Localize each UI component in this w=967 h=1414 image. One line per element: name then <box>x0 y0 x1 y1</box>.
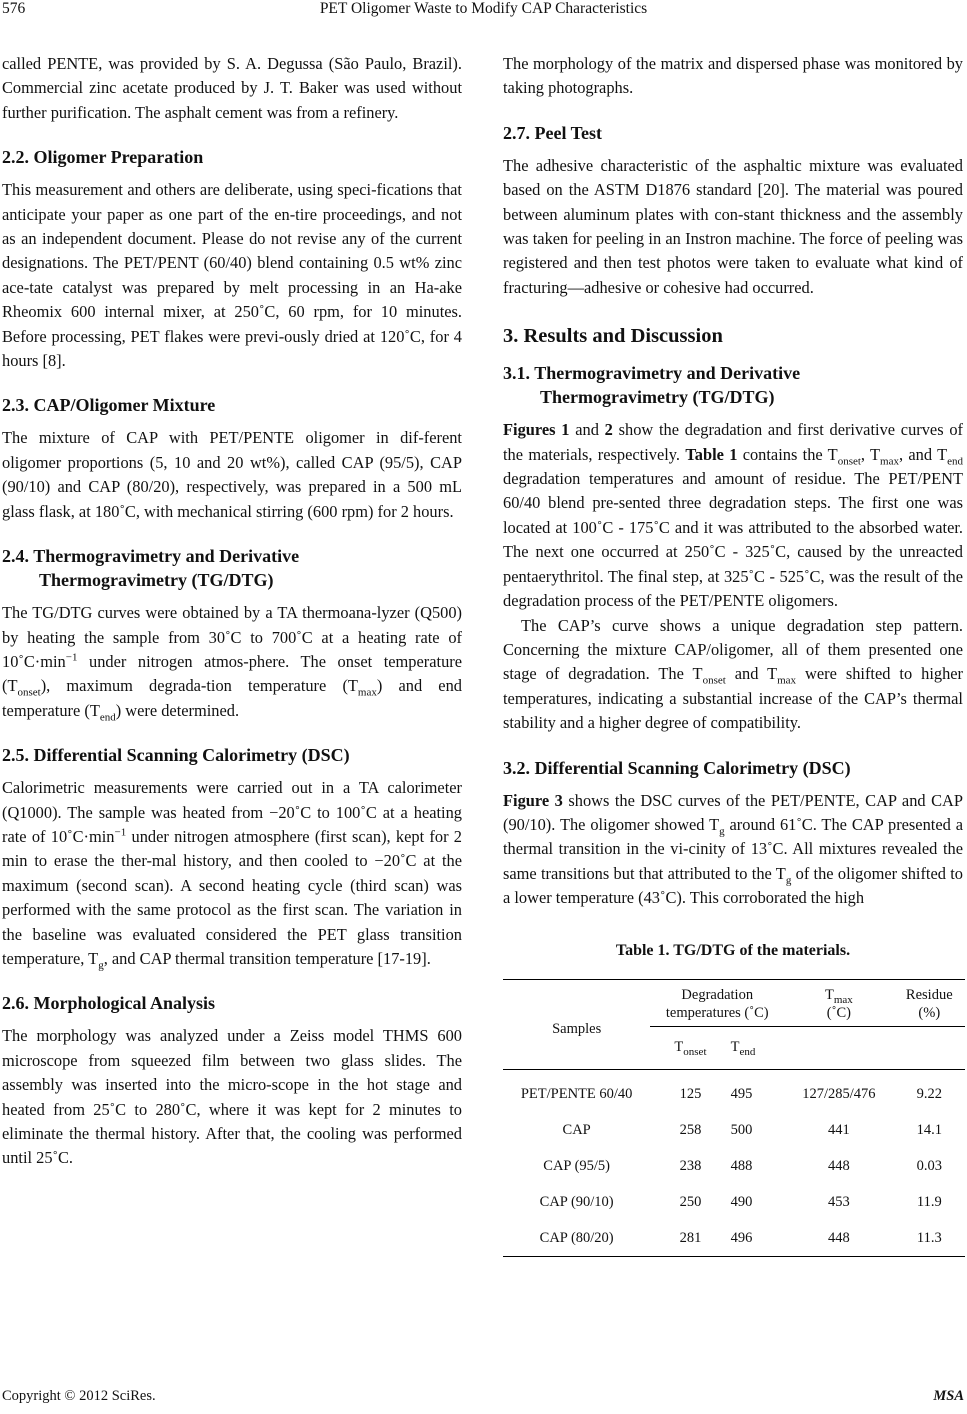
section-heading: 2.2. Oligomer Preparation <box>2 147 204 168</box>
column-header: $T_{onset}$ <box>674 1038 707 1058</box>
right-column <box>503 52 963 1257</box>
table-cell-tend: 496 <box>730 1230 753 1247</box>
paragraph: called PENTE, was provided by S. A. Degussa (São Paulo, Brazil). Commercial zinc acetate produced by J. T. Baker was used without further purification. The asphalt cement was from a refinery. <box>2 54 462 122</box>
table-cell-residue: 0.03 <box>916 1158 942 1175</box>
column-header: $T_{end}$ <box>730 1038 756 1058</box>
section-heading: 2.5. Differential Scanning Calorimetry (DSC) <box>2 745 350 766</box>
paragraph: The mixture of CAP with PET/PENTE oligomer in dif-ferent oligomer proportions (5, 10 and 20 wt%), called CAP (95/5), CAP (90/10) and CAP (80/20), respectively, was prepared in a 500 mL glass flask, at 180˚C, with mechanical stirring (600 rpm) for 2 hours. <box>2 428 462 521</box>
paragraph: Figure 3 shows the DSC curves of the PET/PENTE, CAP and CAP (90/10). The oligomer showed $T_g$ around 61˚C. The CAP presented a thermal transition in the vi-cinity of 13˚C. All mixtures revealed the same transitions but that attributed to the $T_g$ of the oligomer shifted to a lower temperature (43˚C). This corroborated the high <box>503 790 963 908</box>
left-column <box>2 52 462 1171</box>
section-heading: 2.4. Thermogravimetry and Derivative Thermogravimetry (TG/DTG) <box>2 546 300 591</box>
table-row <box>503 1112 965 1148</box>
table-row <box>503 1148 965 1184</box>
column-header: Degradation temperatures (˚C) <box>650 979 784 1026</box>
section-heading: 2.6. Morphological Analysis <box>2 993 216 1014</box>
table-cell-residue: 14.1 <box>916 1122 942 1139</box>
table-cell-tend: 500 <box>730 1122 753 1139</box>
table-cell-tonset: 258 <box>679 1122 702 1139</box>
paragraph: The morphology was analyzed under a Zeiss model THMS 600 microscope from squeezed film between two glass slides. The assembly was inserted into the micro-scope in the hot stage and heated from 25˚C to 280˚C, where it was kept for 2 minutes to eliminate the thermal history. After that, the cooling was performed until 25˚C. <box>2 1026 462 1168</box>
paragraph: The CAP’s curve shows a unique degradation step pattern. Concerning the mixture CAP/oligomer, all of them presented one stage of degradation. The $T_{onset}$ and $T_{max}$ were shifted to higher temperatures, indicating a substantial increase of the CAP’s thermal stability and a higher degree of compatibility. <box>503 615 963 733</box>
table-cell-residue: 11.3 <box>916 1230 942 1247</box>
table-cell-sample: CAP <box>562 1122 591 1139</box>
table-row <box>503 1070 965 1113</box>
paragraph: Calorimetric measurements were carried out in a TA calorimeter (Q1000). The sample was heated from −20˚C to 100˚C at a heating rate of $10˚C\cdot\min^{-1}$ under nitrogen atmosphere (first scan), kept for 2 min to erase the ther-mal history, and then cooled to −20˚C at the maximum (second scan). A second heating cycle (third scan) was performed with the same protocol as the first scan. The variation in the baseline was evaluated considered the PET glass transition temperature, $T_g$, and CAP thermal transition temperature [17-19]. <box>2 778 462 972</box>
table-cell-tmax: 441 <box>828 1122 850 1139</box>
table-cell-tmax: 448 <box>828 1230 850 1247</box>
table-cell-tmax: 453 <box>828 1194 850 1211</box>
table-caption: Table 1. TG/DTG of the materials. <box>615 941 851 959</box>
table-cell-tonset: 250 <box>679 1194 702 1211</box>
running-title: PET Oligomer Waste to Modify CAP Characteristics <box>319 0 648 17</box>
table-cell-sample: PET/PENTE 60/40 <box>520 1086 633 1103</box>
copyright: Copyright © 2012 SciRes. <box>2 1388 156 1404</box>
paragraph: The TG/DTG curves were obtained by a TA thermoana-lyzer (Q500) by heating the sample from 30˚C to 700˚C at a heating rate of $10˚C\cdot\min^{-1}$ under nitrogen atmos-phere. The onset temperature $(T_{onset})$, maximum degrada-tion temperature $(T_{max})$ and end temperature $(T_{end})$ were determined. <box>2 603 462 723</box>
section-heading: 2.3. CAP/Oligomer Mixture <box>2 395 216 416</box>
section-heading: 2.7. Peel Test <box>503 122 602 143</box>
column-header: Residue (%) <box>894 979 965 1026</box>
table-cell-sample: CAP (90/10) <box>539 1194 614 1211</box>
section-heading: 3.2. Differential Scanning Calorimetry (DSC) <box>503 757 851 778</box>
table-row <box>503 1184 965 1220</box>
table-cell-tonset: 281 <box>679 1230 702 1247</box>
table-cell-residue: 9.22 <box>916 1086 942 1103</box>
table-cell-tonset: 238 <box>679 1158 702 1175</box>
column-header: $T_{max}$ (˚C) <box>784 979 893 1026</box>
table-cell-tmax: 127/285/476 <box>802 1086 876 1103</box>
page-number: 576 <box>2 0 26 17</box>
table-cell-sample: CAP (80/20) <box>539 1230 614 1247</box>
column-header: Samples <box>552 1021 602 1038</box>
data-table <box>503 979 965 1257</box>
paragraph: Figures 1 and 2 show the degradation and first derivative curves of the materials, respectively. Table 1 contains the $T_{onset}$, $T_{max}$, and $T_{end}$ degradation temperatures and amount of residue. The PET/PENT 60/40 blend pre-sented three degradation steps. The first one was located at 100˚C - 175˚C and it was attributed to the absorbed water. The next one occurred at 250˚C - 325˚C, caused by the unreacted pentaerythritol. The final step, at 325˚C - 525˚C, was the result of the degradation process of the PET/PENTE oligomers. <box>503 420 963 611</box>
table-cell-tonset: 125 <box>679 1086 702 1103</box>
table-cell-tend: 490 <box>730 1194 753 1211</box>
section-heading: 3.1. Thermogravimetry and Derivative Thermogravimetry (TG/DTG) <box>503 363 801 408</box>
table-cell-tend: 495 <box>730 1086 753 1103</box>
page-header <box>0 0 967 36</box>
table-cell-sample: CAP (95/5) <box>543 1158 611 1175</box>
table-cell-tmax: 448 <box>828 1158 850 1175</box>
journal-abbrev: MSA <box>933 1388 964 1404</box>
paragraph: This measurement and others are deliberate, using speci-fications that anticipate your paper as one part of the en-tire proceedings, and not as an independent document. Please do not revise any of the current designations. The PET/PENT (60/40) blend containing 0.5 wt% zinc ace-tate catalyst was prepared by melt processing in an Ha-ake Rheomix 600 internal mixer, at 250˚C, 60 rpm, for 10 minutes. Before processing, PET flakes were previ-ously dried at 120˚C, for 4 hours [8]. <box>2 180 462 371</box>
table-row <box>503 1220 965 1257</box>
paragraph: The morphology of the matrix and dispersed phase was monitored by taking photographs. <box>503 54 963 98</box>
section-heading: 3. Results and Discussion <box>503 325 723 348</box>
table-cell-tend: 488 <box>730 1158 753 1175</box>
table-cell-residue: 11.9 <box>916 1194 942 1211</box>
paragraph: The adhesive characteristic of the asphaltic mixture was evaluated based on the ASTM D1876 standard [20]. The material was poured between aluminum plates with con-stant thickness and the assembly was taken for peeling in an Instron machine. The force of peeling was registered and then test photos were taken to evaluate what kind of fracturing—adhesive or cohesive had occurred. <box>503 155 963 297</box>
